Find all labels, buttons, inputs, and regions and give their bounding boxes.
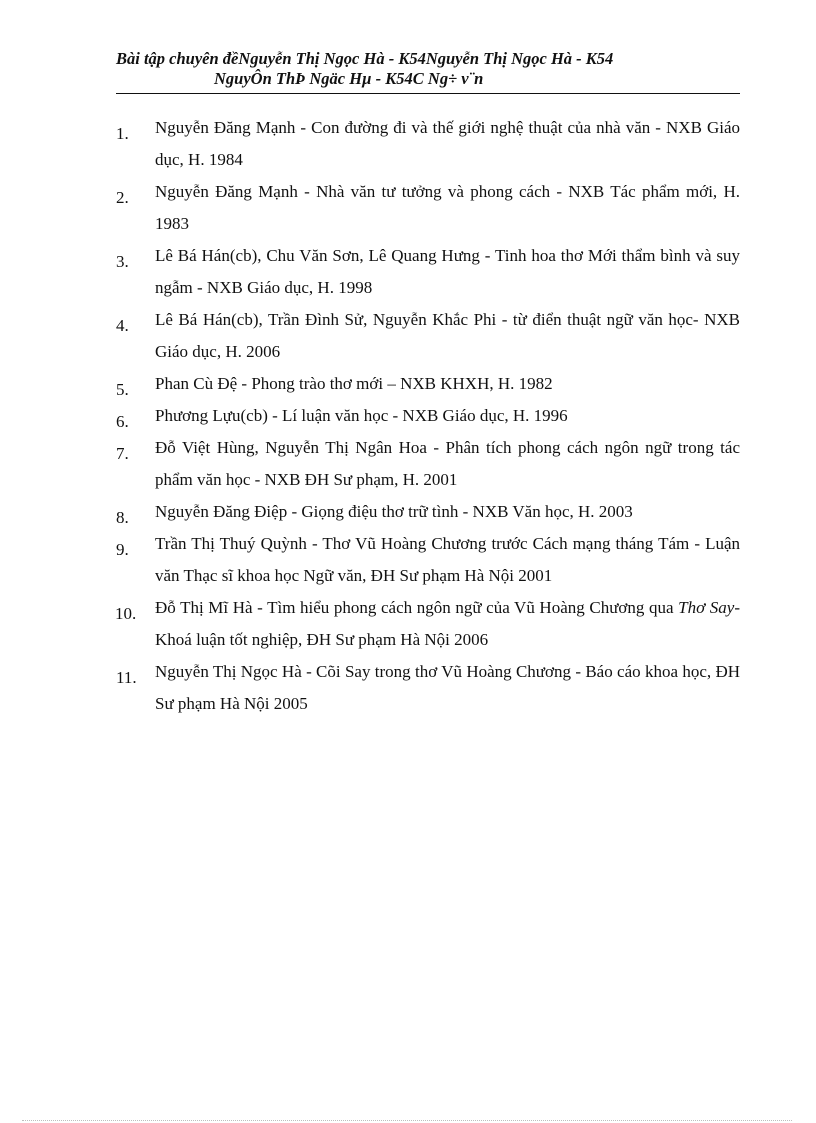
reference-text-end: - Khoá luận tốt nghiệp, ĐH Sư phạm Hà Nội 2006 — [155, 598, 741, 649]
reference-text: Lê Bá Hán(cb), Chu Văn Sơn, Lê Quang Hưng - Tinh hoa thơ Mới thẩm bình và suy ngẫm - NXB Giáo dục, H. 1998 — [155, 246, 740, 297]
reference-number: 11. — [116, 668, 137, 687]
reference-item — [116, 528, 740, 592]
reference-text: Nguyễn Đăng Điệp - Giọng điệu thơ trữ tình - NXB Văn học, H. 2003 — [155, 502, 633, 521]
reference-item — [116, 656, 740, 720]
header-rule — [116, 93, 740, 94]
reference-number: 6. — [116, 412, 129, 431]
header-line-2: NguyÔn ThÞ Ngäc Hµ - K54C Ng÷ v¨n — [214, 69, 484, 88]
reference-item — [116, 592, 740, 656]
reference-text — [155, 592, 740, 656]
reference-number: 2. — [116, 188, 129, 207]
reference-text: Trần Thị Thuý Quỳnh - Thơ Vũ Hoàng Chương trước Cách mạng tháng Tám - Luận văn Thạc sĩ khoa học Ngữ văn, ĐH Sư phạm Hà Nội 2001 — [155, 534, 740, 585]
reference-text: Đỗ Việt Hùng, Nguyễn Thị Ngân Hoa - Phân tích phong cách ngôn ngữ trong tác phẩm văn học - NXB ĐH Sư phạm, H. 2001 — [155, 438, 740, 489]
reference-number: 8. — [116, 508, 129, 527]
header-line-1: Bài tập chuyên đềNguyễn Thị Ngọc Hà - K54Nguyễn Thị Ngọc Hà - K54 — [116, 49, 614, 68]
reference-item — [116, 240, 740, 304]
reference-item — [116, 432, 740, 496]
reference-list — [116, 112, 740, 720]
reference-text: Nguyễn Đăng Mạnh - Con đường đi và thế giới nghệ thuật của nhà văn - NXB Giáo dục, H. 1984 — [155, 118, 740, 169]
reference-number: 9. — [116, 540, 129, 559]
page-header — [116, 49, 740, 89]
reference-item — [116, 176, 740, 240]
reference-item — [116, 496, 740, 528]
reference-text: Nguyễn Đăng Mạnh - Nhà văn tư tưởng và phong cách - NXB Tác phẩm mới, H. 1983 — [155, 182, 740, 233]
reference-number: 5. — [116, 380, 129, 399]
reference-item — [116, 304, 740, 368]
page-bottom-border — [22, 1120, 792, 1121]
reference-number: 7. — [116, 444, 129, 463]
reference-item — [116, 400, 740, 432]
reference-item — [116, 368, 740, 400]
reference-number: 4. — [116, 316, 129, 335]
reference-text: Nguyễn Thị Ngọc Hà - Cõi Say trong thơ Vũ Hoàng Chương - Báo cáo khoa học, ĐH Sư phạm Hà Nội 2005 — [155, 662, 740, 713]
reference-number: 1. — [116, 124, 129, 143]
reference-text: Lê Bá Hán(cb), Trần Đình Sử, Nguyễn Khắc Phi - từ điển thuật ngữ văn học- NXB Giáo dục, H. 2006 — [155, 310, 740, 361]
reference-text-start: Đỗ Thị Mĩ Hà - Tìm hiểu phong cách ngôn ngữ của Vũ Hoàng Chương qua — [155, 598, 679, 617]
reference-item — [116, 112, 740, 176]
reference-number: 3. — [116, 252, 129, 271]
reference-text: Phan Cù Đệ - Phong trào thơ mới – NXB KHXH, H. 1982 — [155, 374, 553, 393]
reference-italic-title: Thơ Say — [678, 598, 735, 617]
reference-text: Phương Lựu(cb) - Lí luận văn học - NXB Giáo dục, H. 1996 — [155, 406, 568, 425]
reference-number: 10. — [115, 604, 137, 623]
